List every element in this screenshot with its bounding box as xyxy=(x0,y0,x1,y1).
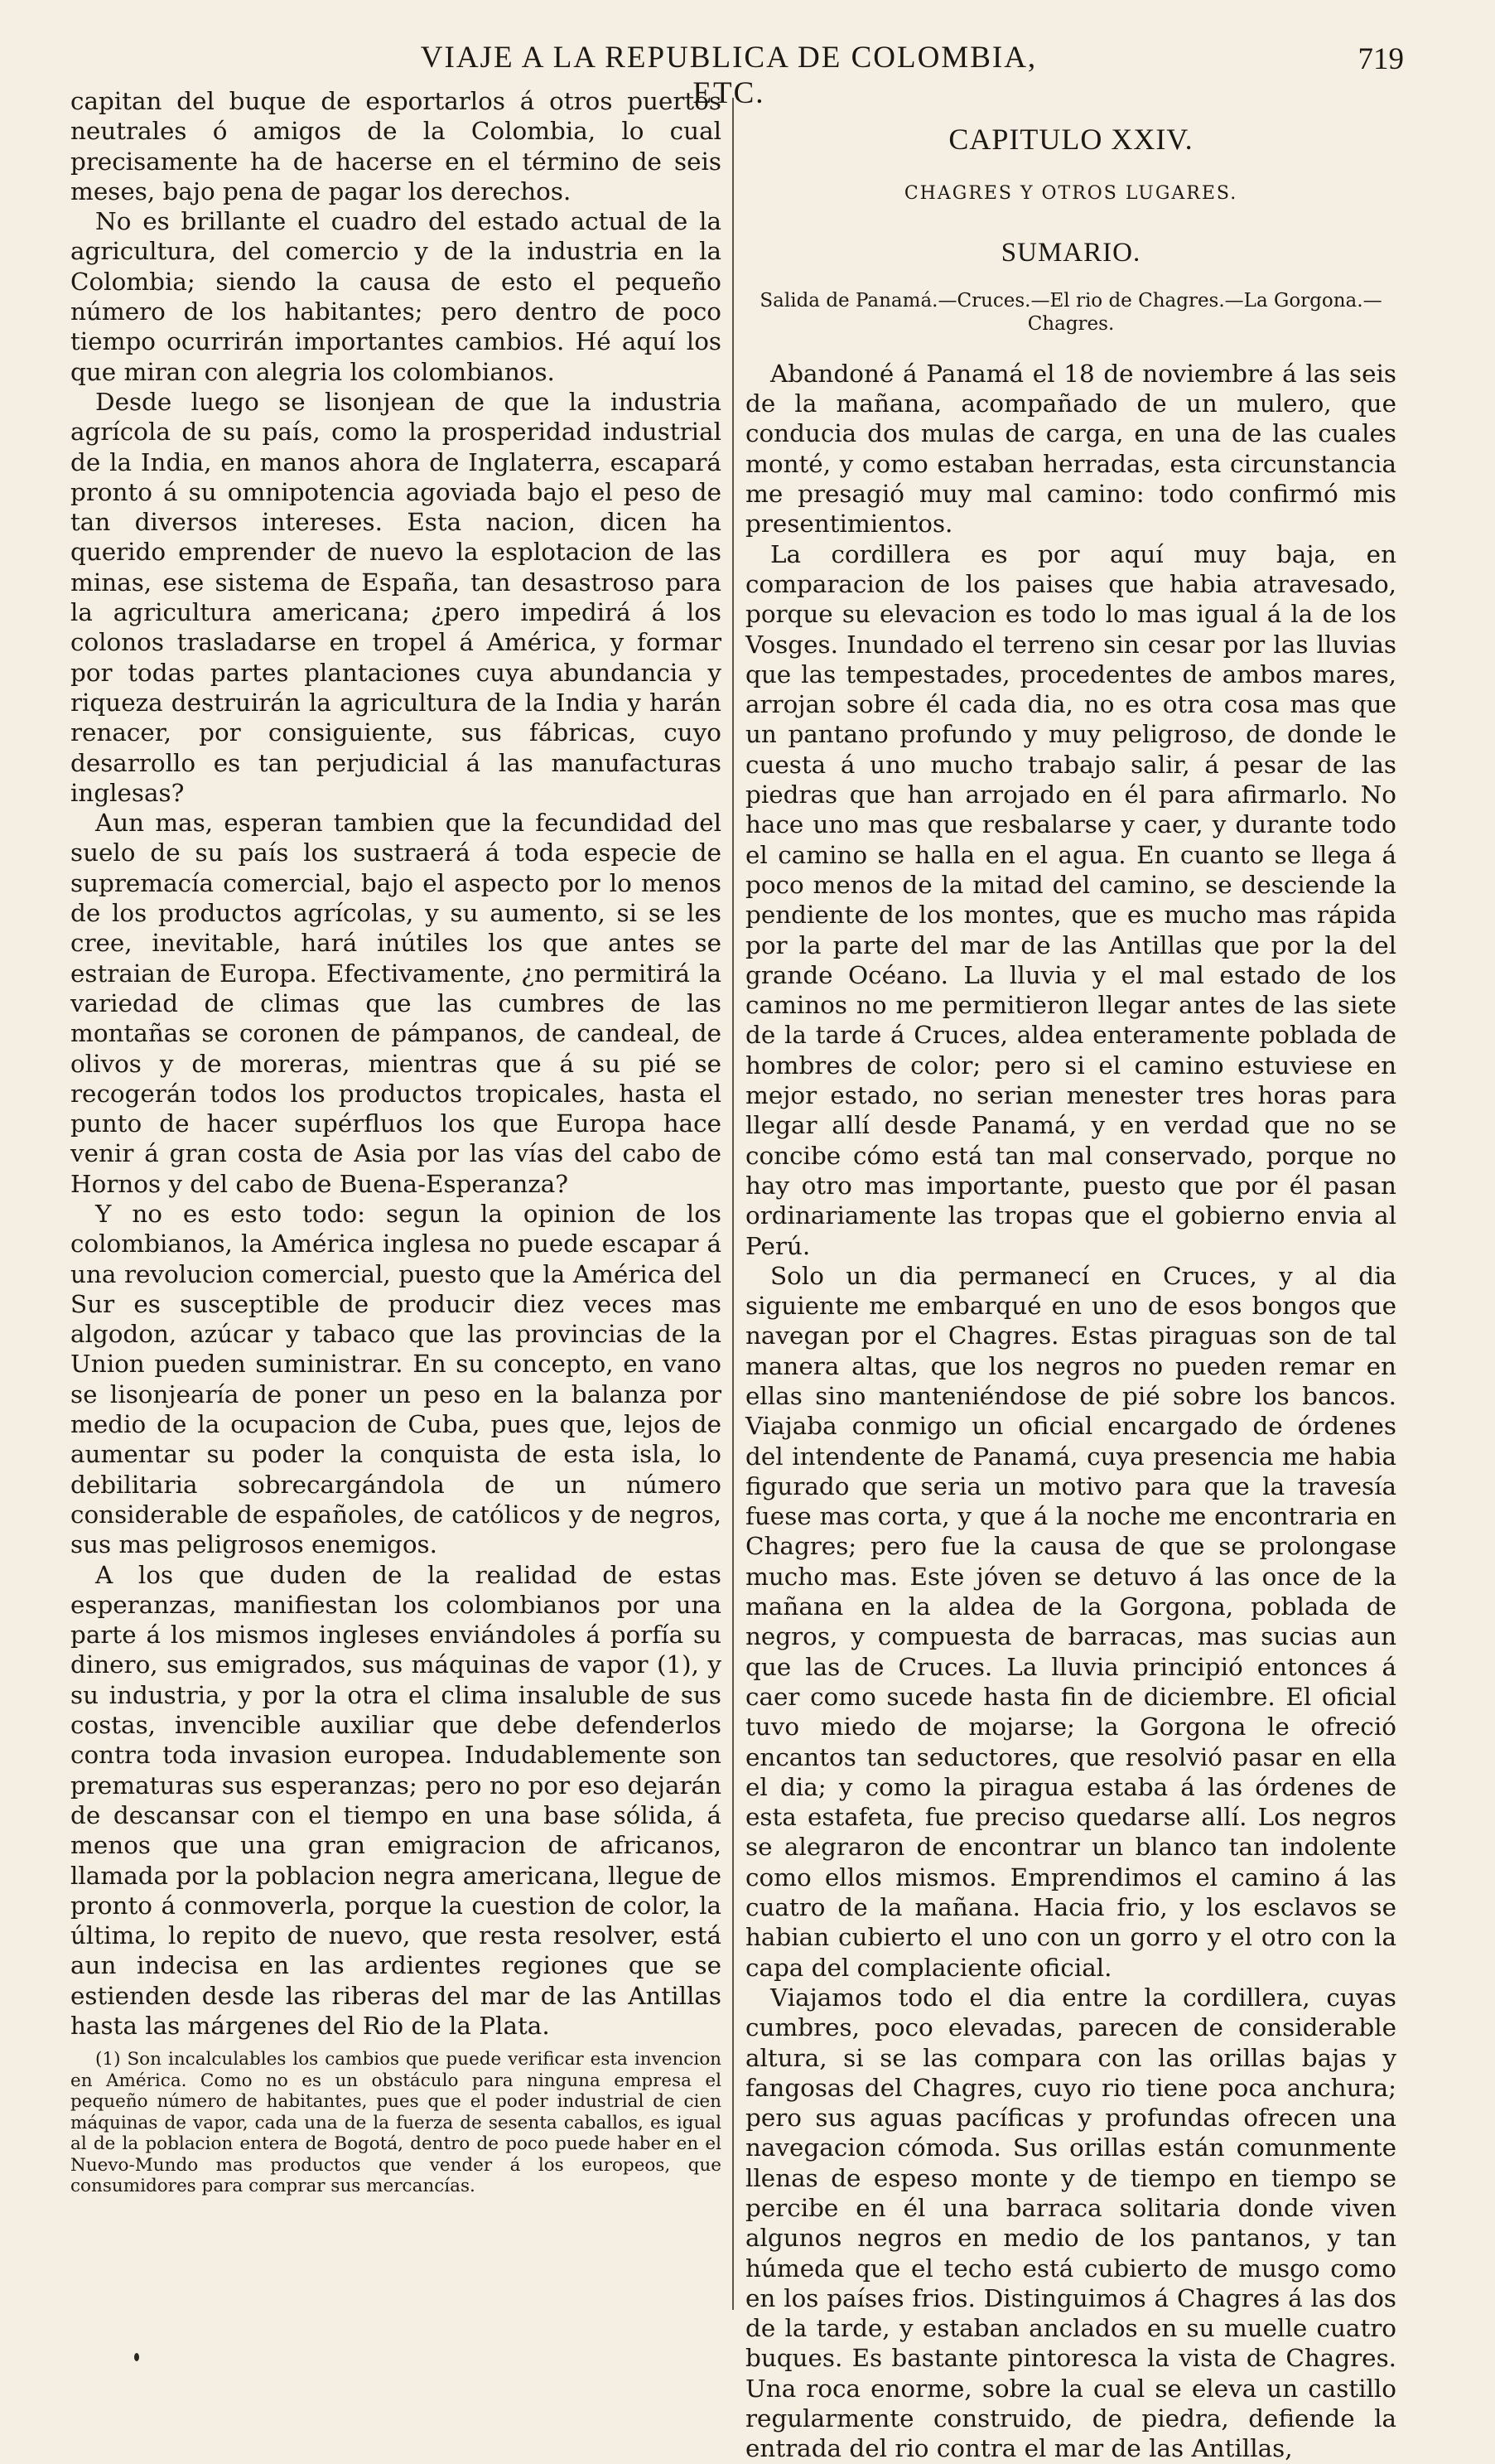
footnote-separator xyxy=(70,2041,721,2049)
footnote: (1) Son incalculables los cambios que puede verificar esta invencion en América. Como no es un obstáculo para ninguna empresa el pequeño número de habitantes, pues que el poder industrial de cien máquinas de vapor, cada una de la fuerza de sesenta caballos, es igual al de la poblacion entera de Bogotá, dentro de poco puede haber en el Nuevo-Mundo mas productos que vender á los europeos, que consumidores para comprar sus mercancías. xyxy=(70,2049,721,2197)
paragraph: Desde luego se lisonjean de que la industria agrícola de su país, como la prosperidad industrial de la India, en manos ahora de Inglaterra, escapará pronto á su omnipotencia agoviada bajo el peso de tan diversos intereses. Esta nacion, dicen ha querido emprender de nuevo la esplotacion de las minas, ese sistema de España, tan desastroso para la agricultura americana; ¿pero impedirá á los colonos trasladarse en tropel á América, y formar por todas partes plantaciones cuya abundancia y riqueza destruirán la agricultura de la India y harán renacer, por consiguiente, sus fábricas, cuyo desarrollo es tan perjudicial á las manufacturas inglesas? xyxy=(70,387,721,807)
page-number: 719 xyxy=(1358,42,1404,76)
running-head: VIAJE A LA REPUBLICA DE COLOMBIA, ETC. xyxy=(420,41,1038,110)
paragraph: A los que duden de la realidad de estas esperanzas, manifiestan los colombianos por una parte á los mismos ingleses enviándoles á porfía su dinero, sus emigrados, sus máquinas de vapor (1), y su industria, y por la otra el clima insaluble de sus costas, invencible auxiliar que debe defenderlos contra toda invasion europea. Indudablemente son prematuras sus esperanzas; pero no por eso dejarán de descansar con el tiempo en una base sólida, á menos que una gran emigracion de africanos, llamada por la poblacion negra americana, llegue de pronto á conmoverla, porque la cuestion de color, la última, lo repito de nuevo, que resta resolver, está aun indecisa en las ardientes regiones que se estienden desde las riberas del mar de las Antillas hasta las márgenes del Rio de la Plata. xyxy=(70,1560,721,2040)
paragraph: capitan del buque de esportarlos á otros puertos neutrales ó amigos de la Colombia, lo cual precisamente ha de hacerse en el término de seis meses, bajo pena de pagar los derechos. xyxy=(70,87,721,205)
sumario-text: Salida de Panamá.—Cruces.—El rio de Chagres.—La Gorgona.—Chagres. xyxy=(760,289,1382,335)
ink-spot xyxy=(134,2353,139,2361)
column-divider xyxy=(732,98,734,2310)
chapter-title: CAPITULO XXIV. xyxy=(948,123,1194,156)
paragraph: Y no es esto todo: segun la opinion de los colombianos, la América inglesa no puede escapar á una revolucion comercial, puesto que la América del Sur es susceptible de producir diez veces mas algodon, azúcar y tabaco que las provincias de la Union pueden suministrar. En su concepto, en vano se lisonjearía de poner un peso en la balanza por medio de la ocupacion de Cuba, pues que, lejos de aumentar su poder la conquista de esta isla, lo debilitaria sobrecargándola de un número considerable de españoles, de católicos y de negros, sus mas peligrosos enemigos. xyxy=(70,1199,721,1559)
chapter-subtitle: CHAGRES Y OTROS LUGARES. xyxy=(904,183,1238,205)
paragraph: Aun mas, esperan tambien que la fecundidad del suelo de su país los sustraerá á toda especie de supremacía comercial, bajo el aspecto por lo menos de los productos agrícolas, y su aumento, si se les cree, inevitable, hará inútiles los que antes se estraian de Europa. Efectivamente, ¿no permitirá la variedad de climas que las cumbres de las montañas se coronen de pámpanos, de candeal, de olivos y de moreras, mientras que á su pié se recogerán todos los productos tropicales, hasta el punto de hacer supérfluos los que Europa hace venir á gran costa de Asia por las vías del cabo de Hornos y del cabo de Buena-Esperanza? xyxy=(70,809,721,1198)
paragraph: Solo un dia permanecí en Cruces, y al dia siguiente me embarqué en uno de esos bongos que navegan por el Chagres. Estas piraguas son de tal manera altas, que los negros no pueden remar en ellas sino manteniéndose de pié sobre los bancos. Viajaba conmigo un oficial encargado de órdenes del intendente de Panamá, cuya presencia me habia figurado que seria un motivo para que la travesía fuese mas corta, y que á la noche me encontraria en Chagres; pero fue la causa de que se prolongase mucho mas. Este jóven se detuvo á las once de la mañana en la aldea de la Gorgona, poblada de negros, y compuesta de barracas, mas sucias aun que las de Cruces. La lluvia principió entonces á caer como sucede hasta fin de diciembre. El oficial tuvo miedo de mojarse; la Gorgona le ofreció encantos tan seductores, que resolvió pasar en ella el dia; y como la piragua estaba á las órdenes de esta estafeta, fue preciso quedarse allí. Los negros se alegraron de encontrar un blanco tan indolente como ellos mismos. Emprendimos el camino á las cuatro de la mañana. Hacia frio, y los esclavos se habian cubierto el uno con un gorro y el otro con la capa del complaciente oficial. xyxy=(745,1261,1396,1982)
paragraph: La cordillera es por aquí muy baja, en comparacion de los paises que habia atravesado, porque su elevacion es todo lo mas igual á la de los Vosges. Inundado el terreno sin cesar por las lluvias que las tempestades, procedentes de ambos mares, arrojan sobre él cada dia, no es otra cosa mas que un pantano profundo y muy peligroso, de donde le cuesta á uno mucho trabajo salir, á pesar de las piedras que han arrojado en él para afirmarlo. No hace uno mas que resbalarse y caer, y durante todo el camino se halla en el agua. En cuanto se llega á poco menos de la mitad del camino, se desciende la pendiente de los montes, que es mucho mas rápida por la parte del mar de las Antillas que por la del grande Océano. La lluvia y el mal estado de los caminos no me permitieron llegar antes de las siete de la tarde á Cruces, aldea enteramente poblada de hombres de color; pero si el camino estuviese en mejor estado, no serian menester tres horas para llegar allí desde Panamá, y en verdad que no se concibe cómo está tan mal conservado, porque no hay otro mas importante, puesto que por él pasan ordinariamente las tropas que el gobierno envia al Perú. xyxy=(745,539,1396,1260)
paragraph: No es brillante el cuadro del estado actual de la agricultura, del comercio y de la industria en la Colombia; siendo la causa de esto el pequeño número de los habitantes; pero dentro de poco tiempo ocurrirán importantes cambios. Hé aquí los que miran con alegria los colombianos. xyxy=(70,207,721,386)
sumario-heading: SUMARIO. xyxy=(1001,237,1141,268)
paragraph: Viajamos todo el dia entre la cordillera, cuyas cumbres, poco elevadas, parecen de considerable altura, si se las compara con las orillas bajas y fangosas del Chagres, cuyo rio tiene poca anchura; pero sus aguas pacíficas y profundas ofrecen una navegacion cómoda. Sus orillas están comunmente llenas de espeso monte y de tiempo en tiempo se percibe en él una barraca solitaria donde viven algunos negros en medio de los pantanos, y tan húmeda que el techo está cubierto de musgo como en los países frios. Distinguimos á Chagres á las dos de la tarde, y estaban anclados en su muelle cuatro buques. Es bastante pintoresca la vista de Chagres. Una roca enorme, sobre la cual se eleva un castillo regularmente construido, de piedra, defiende la entrada del rio contra el mar de las Antillas, xyxy=(745,1983,1396,2463)
right-column xyxy=(745,86,1396,2464)
left-column xyxy=(70,86,721,2197)
paragraph: Abandoné á Panamá el 18 de noviembre á las seis de la mañana, acompañado de un mulero, que conducia dos mulas de carga, en una de las cuales monté, y como estaban herradas, esta circunstancia me presagió muy mal camino: todo confirmó mis presentimientos. xyxy=(745,359,1396,539)
